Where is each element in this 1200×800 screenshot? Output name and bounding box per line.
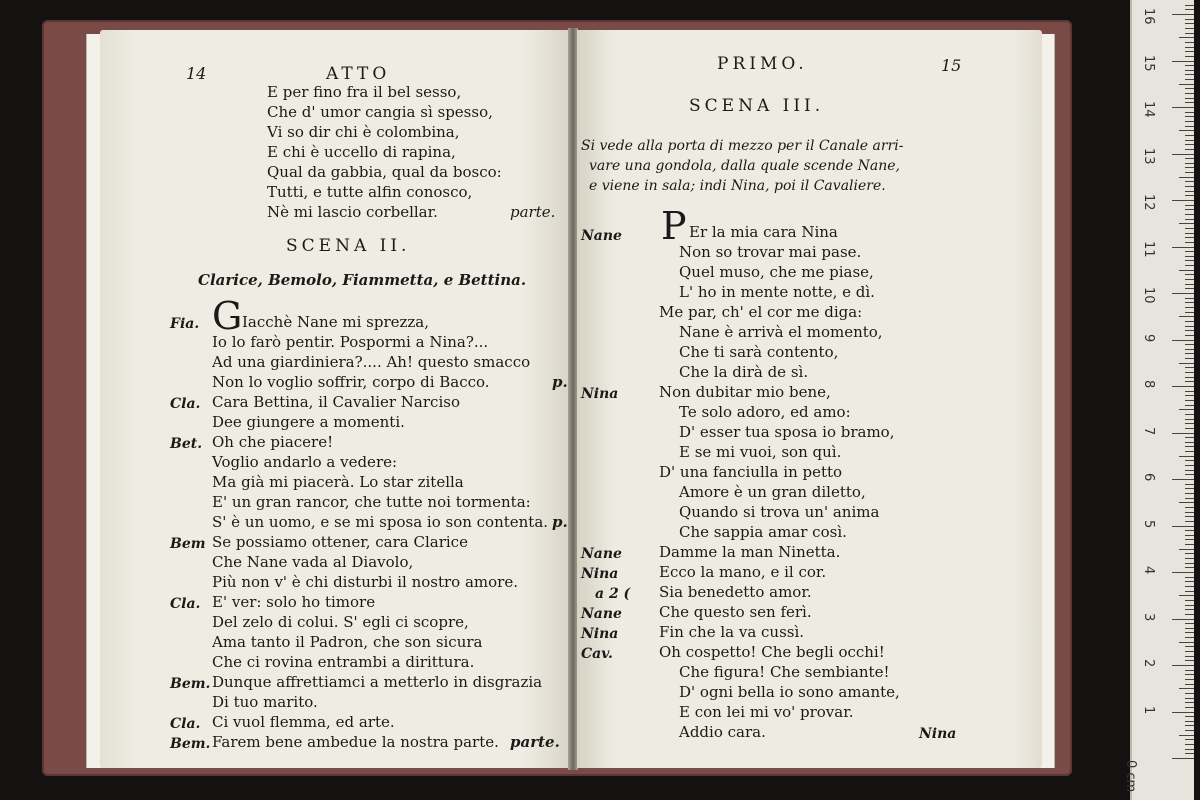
ruler-number: 2 xyxy=(1141,659,1156,668)
ruler-tick xyxy=(1185,70,1194,71)
ruler-tick xyxy=(1185,414,1194,415)
ruler-tick xyxy=(1185,744,1194,745)
ruler-tick xyxy=(1172,758,1194,759)
drop-cap: P xyxy=(661,204,687,248)
dialogue-line: Quel muso, che me piase, xyxy=(679,263,874,281)
dialogue-line: Oh cospetto! Che begli occhi! xyxy=(659,643,885,661)
dialogue-line: Che figura! Che sembiante! xyxy=(679,663,890,681)
exit-direction: parte. xyxy=(510,203,556,221)
ruler-tick xyxy=(1185,702,1194,703)
ruler-tick xyxy=(1185,93,1194,94)
dialogue-line: E se mi vuoi, son quì. xyxy=(679,443,842,461)
ruler-tick xyxy=(1179,37,1194,38)
ruler-tick xyxy=(1185,725,1194,726)
ruler-tick xyxy=(1185,298,1194,299)
ruler-tick xyxy=(1172,247,1194,248)
ruler-number: 9 xyxy=(1141,333,1156,342)
ruler-tick xyxy=(1185,707,1194,708)
ruler-tick xyxy=(1172,154,1194,155)
dialogue-line: Voglio andarlo a vedere: xyxy=(212,453,398,471)
ruler-tick xyxy=(1185,521,1194,522)
ruler-tick xyxy=(1179,688,1194,689)
ruler-number: 12 xyxy=(1141,194,1156,211)
ruler-tick xyxy=(1185,558,1194,559)
ruler-tick xyxy=(1185,470,1194,471)
ruler-tick xyxy=(1185,233,1194,234)
ruler-tick xyxy=(1185,442,1194,443)
ruler-tick xyxy=(1185,400,1194,401)
ruler-tick xyxy=(1185,149,1194,150)
ruler-tick xyxy=(1185,535,1194,536)
ruler-tick xyxy=(1185,51,1194,52)
ruler-tick xyxy=(1185,530,1194,531)
ruler-tick xyxy=(1185,567,1194,568)
ruler-tick xyxy=(1185,614,1194,615)
ruler-number: 11 xyxy=(1141,240,1156,258)
drop-cap: G xyxy=(212,294,243,338)
dialogue-line: E' un gran rancor, che tutte noi tormenta: xyxy=(212,493,531,511)
ruler-number: 8 xyxy=(1141,380,1156,389)
stage-direction-line: vare una gondola, dalla quale scende Nane, xyxy=(589,158,901,174)
verse-line: Qual da gabbia, qual da bosco: xyxy=(267,163,502,181)
measurement-ruler xyxy=(1123,0,1194,800)
ruler-tick xyxy=(1185,205,1194,206)
ruler-tick xyxy=(1185,237,1194,238)
ruler-tick xyxy=(1185,637,1194,638)
dialogue-line: Che ti sarà contento, xyxy=(679,343,839,361)
ruler-tick xyxy=(1185,47,1194,48)
ruler-number: 6 xyxy=(1141,473,1156,482)
dialogue-line: Quando si trova un' anima xyxy=(679,503,880,521)
ruler-tick xyxy=(1185,88,1194,89)
ruler-tick xyxy=(1185,260,1194,261)
ruler-tick xyxy=(1185,56,1194,57)
ruler-tick xyxy=(1185,609,1194,610)
verse-line: Vi so dir chi è colombina, xyxy=(267,123,460,141)
ruler-tick xyxy=(1185,79,1194,80)
ruler-tick xyxy=(1185,19,1194,20)
ruler-number: 4 xyxy=(1141,566,1156,575)
ruler-tick xyxy=(1185,493,1194,494)
scene-title: SCENA II. xyxy=(286,236,411,256)
ruler-tick xyxy=(1185,367,1194,368)
ruler-tick xyxy=(1185,353,1194,354)
speaker-label: Cav. xyxy=(581,646,613,662)
ruler-tick xyxy=(1185,419,1194,420)
dialogue-line: Fin che la va cussì. xyxy=(659,623,805,641)
ruler-tick xyxy=(1185,474,1194,475)
ruler-tick xyxy=(1185,265,1194,266)
ruler-tick xyxy=(1185,581,1194,582)
ruler-tick xyxy=(1185,577,1194,578)
ruler-number: 14 xyxy=(1141,101,1156,118)
ruler-tick xyxy=(1185,172,1194,173)
dialogue-line: Più non v' è chi disturbi il nostro amore. xyxy=(212,573,518,591)
right-page xyxy=(577,30,1042,768)
ruler-tick xyxy=(1185,251,1194,252)
dialogue-line: Dunque affrettiamci a metterlo in disgrazia xyxy=(212,673,543,691)
ruler-tick xyxy=(1185,749,1194,750)
speaker-label: Nina xyxy=(581,566,619,582)
speaker-label: Bet. xyxy=(170,436,203,452)
ruler-tick xyxy=(1185,321,1194,322)
ruler-tick xyxy=(1179,84,1194,85)
ruler-tick xyxy=(1185,144,1194,145)
dialogue-line: Che sappia amar così. xyxy=(679,523,847,541)
left-page xyxy=(100,30,570,768)
ruler-tick xyxy=(1185,372,1194,373)
ruler-tick xyxy=(1185,284,1194,285)
ruler-tick xyxy=(1185,698,1194,699)
ruler-tick xyxy=(1185,140,1194,141)
ruler-tick xyxy=(1185,721,1194,722)
ruler-tick xyxy=(1185,167,1194,168)
ruler-tick xyxy=(1185,344,1194,345)
dialogue-line: Iacchè Nane mi sprezza, xyxy=(242,313,430,331)
speaker-label: Bem. xyxy=(170,736,211,752)
ruler-tick xyxy=(1185,544,1194,545)
ruler-tick xyxy=(1185,405,1194,406)
verse-line: Nè mi lascio corbellar. xyxy=(267,203,438,221)
running-head: ATTO xyxy=(326,64,391,84)
ruler-tick xyxy=(1185,326,1194,327)
dialogue-line: Del zelo di colui. S' egli ci scopre, xyxy=(212,613,469,631)
page-number: 14 xyxy=(186,64,207,83)
dialogue-line: Di tuo marito. xyxy=(212,693,318,711)
ruler-tick xyxy=(1185,586,1194,587)
ruler-tick xyxy=(1179,502,1194,503)
ruler-tick xyxy=(1185,112,1194,113)
ruler-tick xyxy=(1185,428,1194,429)
ruler-tick xyxy=(1185,209,1194,210)
page-number: 15 xyxy=(941,56,962,75)
ruler-tick xyxy=(1185,679,1194,680)
dialogue-line: Ad una giardiniera?.... Ah! questo smacco xyxy=(212,353,531,371)
ruler-number: 7 xyxy=(1141,426,1156,435)
dialogue-line: Er la mia cara Nina xyxy=(689,223,838,241)
ruler-tick xyxy=(1185,121,1194,122)
ruler-number: 16 xyxy=(1141,8,1156,25)
ruler-tick xyxy=(1185,684,1194,685)
speaker-label: Nane xyxy=(581,228,622,244)
verse-line: E chi è uccello di rapina, xyxy=(267,143,456,161)
dialogue-line: L' ho in mente notte, e dì. xyxy=(679,283,875,301)
ruler-tick xyxy=(1185,423,1194,424)
stage-direction-line: e viene in sala; indi Nina, poi il Cavaliere. xyxy=(589,178,886,194)
speaker-label: Nane xyxy=(581,606,622,622)
ruler-tick xyxy=(1179,363,1194,364)
ruler-tick xyxy=(1185,391,1194,392)
verse-line: Tutti, e tutte alfin conosco, xyxy=(267,183,473,201)
ruler-tick xyxy=(1172,712,1194,713)
speaker-label: Nina xyxy=(581,386,619,402)
running-head: PRIMO. xyxy=(717,54,808,74)
ruler-tick xyxy=(1185,116,1194,117)
dialogue-line: Addio cara. xyxy=(679,723,766,741)
catchword: Nina xyxy=(919,726,957,742)
ruler-tick xyxy=(1185,553,1194,554)
speaker-label: Cla. xyxy=(170,716,201,732)
ruler-tick xyxy=(1185,488,1194,489)
ruler-tick xyxy=(1185,33,1194,34)
ruler-tick xyxy=(1172,61,1194,62)
ruler-tick xyxy=(1172,526,1194,527)
ruler-tick xyxy=(1185,335,1194,336)
ruler-tick xyxy=(1179,642,1194,643)
ruler-tick xyxy=(1185,451,1194,452)
ruler-tick xyxy=(1185,507,1194,508)
speaker-label: Bem xyxy=(170,536,206,552)
ruler-tick xyxy=(1172,665,1194,666)
ruler-tick xyxy=(1185,279,1194,280)
ruler-tick xyxy=(1185,28,1194,29)
ruler-tick xyxy=(1185,716,1194,717)
ruler-tick xyxy=(1172,572,1194,573)
speaker-label: Nina xyxy=(581,626,619,642)
ruler-tick xyxy=(1185,628,1194,629)
ruler-tick xyxy=(1185,256,1194,257)
speaker-label: Cla. xyxy=(170,396,201,412)
dialogue-line: E con lei mi vo' provar. xyxy=(679,703,854,721)
ruler-tick xyxy=(1185,228,1194,229)
ruler-tick xyxy=(1185,358,1194,359)
scene-title: SCENA III. xyxy=(689,96,825,116)
ruler-tick xyxy=(1179,549,1194,550)
ruler-tick xyxy=(1185,349,1194,350)
ruler-tick xyxy=(1185,330,1194,331)
ruler-tick xyxy=(1185,191,1194,192)
ruler-tick xyxy=(1185,753,1194,754)
ruler-tick xyxy=(1185,42,1194,43)
ruler-tick xyxy=(1185,274,1194,275)
ruler-tick xyxy=(1185,158,1194,159)
stage-direction-line: Si vede alla porta di mezzo per il Canale arri- xyxy=(581,138,904,154)
dialogue-line: Che Nane vada al Diavolo, xyxy=(212,553,414,571)
ruler-tick xyxy=(1172,200,1194,201)
ruler-tick xyxy=(1185,739,1194,740)
ruler-number: 5 xyxy=(1141,519,1156,528)
ruler-tick xyxy=(1185,312,1194,313)
dialogue-line: Ci vuol flemma, ed arte. xyxy=(212,713,395,731)
dialogue-line: Amore è un gran diletto, xyxy=(679,483,866,501)
dialogue-line: E' ver: solo ho timore xyxy=(212,593,376,611)
ruler-tick xyxy=(1185,605,1194,606)
ruler-tick xyxy=(1179,595,1194,596)
dialogue-line: Me par, ch' el cor me diga: xyxy=(659,303,863,321)
ruler-tick xyxy=(1179,456,1194,457)
ruler-tick xyxy=(1185,600,1194,601)
ruler-tick xyxy=(1185,288,1194,289)
ruler-tick xyxy=(1172,433,1194,434)
ruler-tick xyxy=(1185,446,1194,447)
ruler-tick xyxy=(1185,632,1194,633)
ruler-tick xyxy=(1185,102,1194,103)
speaker-label: Bem. xyxy=(170,676,211,692)
ruler-tick xyxy=(1185,656,1194,657)
ruler-number: 13 xyxy=(1141,147,1156,165)
ruler-tick xyxy=(1185,23,1194,24)
dialogue-line: Ma già mi piacerà. Lo star zitella xyxy=(212,473,464,491)
character-list: Clarice, Bemolo, Fiammetta, e Bettina. xyxy=(198,271,527,289)
dialogue-line: Che questo sen ferì. xyxy=(659,603,812,621)
ruler-tick xyxy=(1185,9,1194,10)
dialogue-line: Sia benedetto amor. xyxy=(659,583,812,601)
dialogue-line: S' è un uomo, e se mi sposa io son contenta. xyxy=(212,513,549,531)
ruler-tick xyxy=(1185,693,1194,694)
ruler-tick xyxy=(1185,135,1194,136)
dialogue-line: Non lo voglio soffrir, corpo di Bacco. xyxy=(212,373,490,391)
ruler-tick xyxy=(1172,293,1194,294)
ruler-tick xyxy=(1185,126,1194,127)
ruler-tick xyxy=(1185,307,1194,308)
dialogue-line: Oh che piacere! xyxy=(212,433,334,451)
ruler-tick xyxy=(1185,460,1194,461)
dialogue-line: Farem bene ambedue la nostra parte. xyxy=(212,733,499,751)
speaker-label: Fia. xyxy=(170,316,200,332)
ruler-tick xyxy=(1185,214,1194,215)
dialogue-line: D' una fanciulla in petto xyxy=(659,463,843,481)
ruler-tick xyxy=(1185,730,1194,731)
ruler-tick xyxy=(1179,130,1194,131)
ruler-tick xyxy=(1185,660,1194,661)
ruler-number: 10 xyxy=(1141,287,1156,304)
verse-line: E per fino fra il bel sesso, xyxy=(267,83,462,101)
ruler-tick xyxy=(1185,646,1194,647)
dialogue-line: Io lo farò pentir. Pospormi a Nina?... xyxy=(212,333,489,351)
speaker-label: a 2 ( xyxy=(595,586,631,602)
dialogue-line: Ecco la mano, e il cor. xyxy=(659,563,827,581)
ruler-tick xyxy=(1185,219,1194,220)
ruler-tick xyxy=(1185,539,1194,540)
ruler-tick xyxy=(1185,674,1194,675)
ruler-tick xyxy=(1185,563,1194,564)
dialogue-line: D' esser tua sposa io bramo, xyxy=(679,423,895,441)
speaker-label: Nane xyxy=(581,546,622,562)
right-page-edges xyxy=(1040,34,1055,768)
ruler-tick xyxy=(1185,181,1194,182)
ruler-tick xyxy=(1179,177,1194,178)
ruler-tick xyxy=(1185,437,1194,438)
dialogue-line: Dee giungere a momenti. xyxy=(212,413,405,431)
dialogue-line: Che la dirà de sì. xyxy=(679,363,809,381)
ruler-tick xyxy=(1185,74,1194,75)
exit-direction: parte. xyxy=(510,733,560,751)
ruler-unit-label: 0 cm xyxy=(1123,760,1138,793)
ruler-tick xyxy=(1172,479,1194,480)
verse-line: Che d' umor cangia sì spesso, xyxy=(267,103,493,121)
ruler-tick xyxy=(1172,340,1194,341)
ruler-tick xyxy=(1185,381,1194,382)
ruler-tick xyxy=(1185,465,1194,466)
dialogue-line: Nane è arrivà el momento, xyxy=(679,323,883,341)
ruler-tick xyxy=(1185,302,1194,303)
ruler-tick xyxy=(1185,195,1194,196)
ruler-number: 1 xyxy=(1141,705,1156,714)
ruler-tick xyxy=(1185,623,1194,624)
ruler-tick xyxy=(1185,651,1194,652)
ruler-tick xyxy=(1185,5,1194,6)
ruler-tick xyxy=(1185,186,1194,187)
ruler-tick xyxy=(1185,395,1194,396)
exit-direction: p. xyxy=(552,373,568,391)
dialogue-line: Che ci rovina entrambi a dirittura. xyxy=(212,653,475,671)
ruler-tick xyxy=(1185,242,1194,243)
ruler-number: 3 xyxy=(1141,612,1156,621)
dialogue-line: Te solo adoro, ed amo: xyxy=(679,403,851,421)
ruler-tick xyxy=(1185,498,1194,499)
dialogue-line: Cara Bettina, il Cavalier Narciso xyxy=(212,393,460,411)
ruler-tick xyxy=(1185,377,1194,378)
ruler-tick xyxy=(1185,670,1194,671)
ruler-tick xyxy=(1179,316,1194,317)
ruler-tick xyxy=(1185,65,1194,66)
ruler-tick xyxy=(1179,223,1194,224)
dialogue-line: Non dubitar mio bene, xyxy=(659,383,831,401)
ruler-tick xyxy=(1185,512,1194,513)
ruler-tick xyxy=(1172,14,1194,15)
ruler-tick xyxy=(1179,735,1194,736)
dialogue-line: Ama tanto il Padron, che son sicura xyxy=(212,633,483,651)
ruler-tick xyxy=(1179,270,1194,271)
ruler-tick xyxy=(1185,591,1194,592)
ruler-tick xyxy=(1185,163,1194,164)
ruler-number: 15 xyxy=(1141,54,1156,72)
ruler-tick xyxy=(1185,98,1194,99)
ruler-tick xyxy=(1172,619,1194,620)
exit-direction: p. xyxy=(552,513,568,531)
ruler-tick xyxy=(1179,409,1194,410)
speaker-label: Cla. xyxy=(170,596,201,612)
dialogue-line: Damme la man Ninetta. xyxy=(659,543,841,561)
dialogue-line: Se possiamo ottener, cara Clarice xyxy=(212,533,468,551)
ruler-tick xyxy=(1172,107,1194,108)
ruler-tick xyxy=(1172,386,1194,387)
dialogue-line: D' ogni bella io sono amante, xyxy=(679,683,900,701)
ruler-tick xyxy=(1185,516,1194,517)
ruler-tick xyxy=(1185,484,1194,485)
dialogue-line: Non so trovar mai pase. xyxy=(679,243,862,261)
